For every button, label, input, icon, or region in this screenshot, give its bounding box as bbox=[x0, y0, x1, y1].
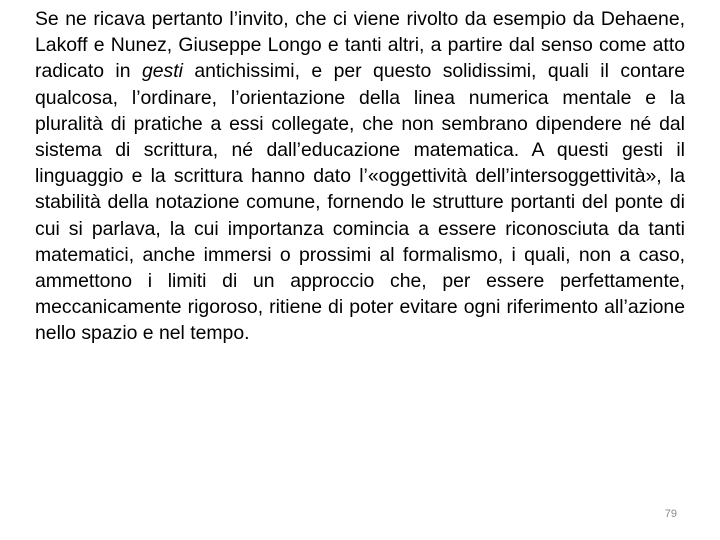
body-paragraph bbox=[35, 6, 685, 347]
paragraph-text-part-2: antichissimi, e per questo solidissimi, quali il contare qualcosa, l’ordinare, l’orientazione della linea numerica mentale e la pluralità di pratiche a essi collegate, che non sembrano dipendere né dal sistema di scrittura, né dall’educazione matematica. A questi gesti il linguaggio e la scrittura hanno dato l’«oggettività dell’intersoggettività», la stabilità della notazione comune, fornendo le strutture portanti del ponte di cui si parlava, la cui importanza comincia a essere riconosciuta da tanti matematici, anche immersi o prossimi al formalismo, i quali, non a caso, ammettono i limiti di un approccio che, per essere perfettamente, meccanicamente rigoroso, ritiene di poter evitare ogni riferimento all’azione nello spazio e nel tempo. bbox=[35, 60, 685, 345]
emphasized-word: gesti bbox=[141, 60, 183, 83]
page-number: 79 bbox=[664, 508, 677, 520]
paragraph-text-part-1: Se ne ricava pertanto l’invito, che ci viene rivolto da esempio da Dehaene, Lakoff e Nunez, Giuseppe Longo e tanti altri, a partire dal senso come atto radicato in bbox=[35, 8, 685, 83]
